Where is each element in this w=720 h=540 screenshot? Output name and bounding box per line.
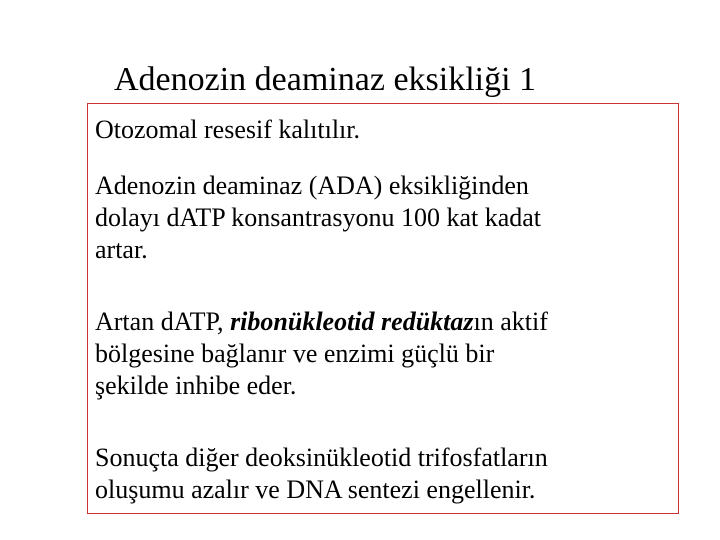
paragraph-line: bölgesine bağlanır ve enzimi güçlü bir bbox=[95, 339, 495, 368]
paragraph-line bbox=[95, 306, 548, 338]
paragraph-ada-deficiency bbox=[95, 170, 541, 266]
enzyme-name-emphasis: ribonükleotid redüktaz bbox=[230, 307, 474, 336]
paragraph-line: Adenozin deaminaz (ADA) eksikliğinden bbox=[95, 171, 529, 200]
paragraph-inheritance bbox=[95, 114, 360, 146]
paragraph-line: Sonuçta diğer deoksinükleotid trifosfatların bbox=[95, 443, 548, 472]
paragraph-line: artar. bbox=[95, 235, 148, 264]
paragraph-dna-synthesis bbox=[95, 442, 548, 506]
paragraph-datp-inhibition bbox=[95, 306, 548, 402]
slide-title: Adenozin deaminaz eksikliği 1 bbox=[114, 61, 537, 98]
paragraph-line: oluşumu azalır ve DNA sentezi engellenir. bbox=[95, 475, 536, 504]
paragraph-line: dolayı dATP konsantrasyonu 100 kat kadat bbox=[95, 203, 542, 232]
line-prefix: Artan dATP, bbox=[95, 307, 231, 336]
line-suffix: ın aktif bbox=[473, 307, 548, 336]
paragraph-line: şekilde inhibe eder. bbox=[95, 371, 297, 400]
paragraph-line: Otozomal resesif kalıtılır. bbox=[95, 115, 360, 144]
